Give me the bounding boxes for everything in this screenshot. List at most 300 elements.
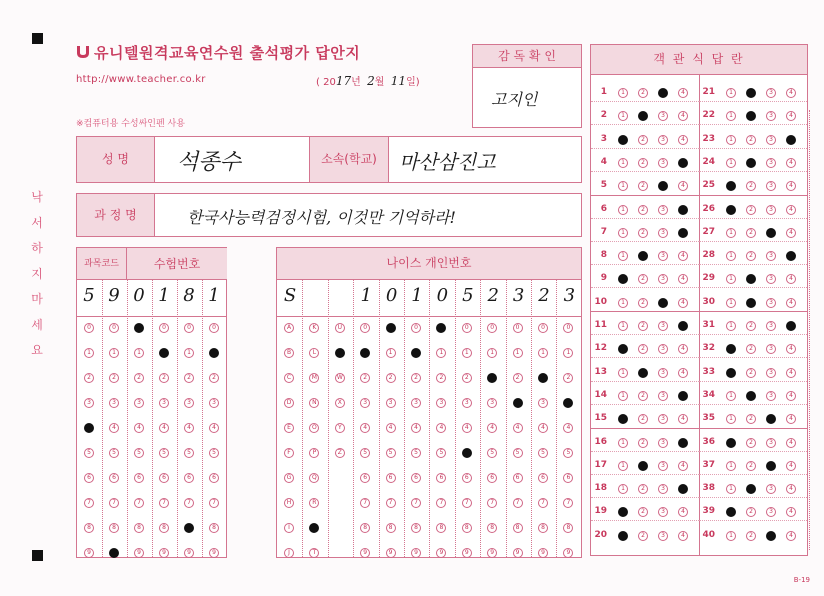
digit-bubble[interactable]: 7: [436, 498, 446, 508]
choice-bubble[interactable]: 1: [726, 111, 736, 121]
digit-bubble[interactable]: 0: [134, 323, 144, 333]
choice-bubble[interactable]: 2: [638, 135, 648, 145]
choice-bubble[interactable]: 3: [658, 438, 668, 448]
letter-bubble[interactable]: M: [309, 373, 319, 383]
choice-bubble[interactable]: 3: [766, 321, 776, 331]
digit-bubble[interactable]: 1: [134, 348, 144, 358]
choice-bubble[interactable]: 1: [618, 414, 628, 424]
digit-bubble[interactable]: 6: [360, 473, 370, 483]
choice-bubble[interactable]: 1: [726, 368, 736, 378]
choice-bubble[interactable]: 2: [746, 111, 756, 121]
choice-bubble[interactable]: 2: [638, 438, 648, 448]
choice-bubble[interactable]: 3: [658, 228, 668, 238]
digit-bubble[interactable]: 3: [462, 398, 472, 408]
choice-bubble[interactable]: 1: [726, 158, 736, 168]
digit-bubble[interactable]: 8: [386, 523, 396, 533]
choice-bubble[interactable]: 2: [638, 298, 648, 308]
choice-bubble[interactable]: 4: [678, 461, 688, 471]
choice-bubble[interactable]: 4: [786, 135, 796, 145]
choice-bubble[interactable]: 3: [766, 158, 776, 168]
choice-bubble[interactable]: 4: [786, 181, 796, 191]
choice-bubble[interactable]: 4: [678, 484, 688, 494]
digit-bubble[interactable]: 2: [411, 373, 421, 383]
choice-bubble[interactable]: 1: [618, 484, 628, 494]
choice-bubble[interactable]: 1: [726, 414, 736, 424]
choice-bubble[interactable]: 3: [658, 414, 668, 424]
letter-bubble[interactable]: C: [284, 373, 294, 383]
digit-bubble[interactable]: 2: [159, 373, 169, 383]
digit-bubble[interactable]: 7: [184, 498, 194, 508]
digit-bubble[interactable]: 6: [487, 473, 497, 483]
choice-bubble[interactable]: 3: [658, 205, 668, 215]
choice-bubble[interactable]: 1: [726, 438, 736, 448]
course-value[interactable]: 한국사능력검정시험, 이것만 기억하라!: [187, 208, 456, 227]
affiliation-value[interactable]: 마산삼진고: [399, 150, 496, 174]
choice-bubble[interactable]: 2: [638, 368, 648, 378]
choice-bubble[interactable]: 2: [638, 88, 648, 98]
digit-bubble[interactable]: 1: [563, 348, 573, 358]
choice-bubble[interactable]: 3: [658, 298, 668, 308]
choice-bubble[interactable]: 1: [726, 531, 736, 541]
digit-bubble[interactable]: 6: [513, 473, 523, 483]
digit-bubble[interactable]: 9: [411, 548, 421, 558]
digit-bubble[interactable]: 5: [436, 448, 446, 458]
digit-bubble[interactable]: 9: [513, 548, 523, 558]
choice-bubble[interactable]: 3: [658, 461, 668, 471]
letter-bubble[interactable]: I: [284, 523, 294, 533]
digit-bubble[interactable]: 0: [563, 323, 573, 333]
choice-bubble[interactable]: 2: [638, 274, 648, 284]
choice-bubble[interactable]: 4: [678, 391, 688, 401]
choice-bubble[interactable]: 1: [726, 298, 736, 308]
choice-bubble[interactable]: 1: [618, 531, 628, 541]
choice-bubble[interactable]: 1: [618, 344, 628, 354]
choice-bubble[interactable]: 2: [746, 391, 756, 401]
choice-bubble[interactable]: 2: [746, 298, 756, 308]
digit-bubble[interactable]: 4: [411, 423, 421, 433]
digit-bubble[interactable]: 7: [487, 498, 497, 508]
digit-bubble[interactable]: 2: [386, 373, 396, 383]
choice-bubble[interactable]: 1: [618, 368, 628, 378]
choice-bubble[interactable]: 1: [618, 461, 628, 471]
choice-bubble[interactable]: 2: [746, 507, 756, 517]
choice-bubble[interactable]: 1: [726, 135, 736, 145]
letter-bubble[interactable]: J: [284, 548, 294, 558]
digit-bubble[interactable]: 0: [84, 323, 94, 333]
digit-bubble[interactable]: 3: [84, 398, 94, 408]
digit-bubble[interactable]: 9: [386, 548, 396, 558]
choice-bubble[interactable]: 1: [618, 158, 628, 168]
choice-bubble[interactable]: 4: [786, 368, 796, 378]
choice-bubble[interactable]: 3: [766, 414, 776, 424]
digit-bubble[interactable]: 6: [462, 473, 472, 483]
digit-bubble[interactable]: 3: [159, 398, 169, 408]
choice-bubble[interactable]: 1: [726, 205, 736, 215]
letter-bubble[interactable]: H: [284, 498, 294, 508]
digit-bubble[interactable]: 6: [134, 473, 144, 483]
digit-bubble[interactable]: 5: [487, 448, 497, 458]
choice-bubble[interactable]: 3: [766, 135, 776, 145]
letter-bubble[interactable]: S: [309, 523, 319, 533]
choice-bubble[interactable]: 4: [678, 88, 688, 98]
choice-bubble[interactable]: 2: [746, 344, 756, 354]
choice-bubble[interactable]: 3: [766, 205, 776, 215]
digit-bubble[interactable]: 7: [462, 498, 472, 508]
digit-bubble[interactable]: 9: [563, 548, 573, 558]
digit-bubble[interactable]: 4: [462, 423, 472, 433]
choice-bubble[interactable]: 1: [618, 321, 628, 331]
digit-bubble[interactable]: 4: [109, 423, 119, 433]
choice-bubble[interactable]: 4: [786, 461, 796, 471]
digit-bubble[interactable]: 1: [462, 348, 472, 358]
digit-bubble[interactable]: 6: [209, 473, 219, 483]
digit-bubble[interactable]: 2: [109, 373, 119, 383]
letter-bubble[interactable]: B: [284, 348, 294, 358]
digit-bubble[interactable]: 8: [209, 523, 219, 533]
choice-bubble[interactable]: 4: [786, 205, 796, 215]
digit-bubble[interactable]: 5: [360, 448, 370, 458]
digit-bubble[interactable]: 0: [386, 323, 396, 333]
digit-bubble[interactable]: 8: [513, 523, 523, 533]
choice-bubble[interactable]: 4: [678, 251, 688, 261]
choice-bubble[interactable]: 4: [786, 321, 796, 331]
digit-bubble[interactable]: 7: [84, 498, 94, 508]
choice-bubble[interactable]: 1: [618, 274, 628, 284]
digit-bubble[interactable]: 4: [563, 423, 573, 433]
digit-bubble[interactable]: 8: [462, 523, 472, 533]
digit-bubble[interactable]: 2: [209, 373, 219, 383]
choice-bubble[interactable]: 3: [766, 274, 776, 284]
letter-bubble[interactable]: Q: [309, 473, 319, 483]
digit-bubble[interactable]: 1: [386, 348, 396, 358]
choice-bubble[interactable]: 4: [678, 507, 688, 517]
digit-bubble[interactable]: 2: [513, 373, 523, 383]
digit-bubble[interactable]: 0: [487, 323, 497, 333]
digit-bubble[interactable]: 3: [563, 398, 573, 408]
digit-bubble[interactable]: 8: [184, 523, 194, 533]
digit-bubble[interactable]: 0: [411, 323, 421, 333]
letter-bubble[interactable]: O: [309, 423, 319, 433]
digit-bubble[interactable]: 2: [487, 373, 497, 383]
choice-bubble[interactable]: 3: [766, 507, 776, 517]
digit-bubble[interactable]: 3: [513, 398, 523, 408]
digit-bubble[interactable]: 6: [436, 473, 446, 483]
digit-bubble[interactable]: 3: [360, 398, 370, 408]
choice-bubble[interactable]: 3: [658, 484, 668, 494]
choice-bubble[interactable]: 3: [766, 461, 776, 471]
choice-bubble[interactable]: 4: [678, 531, 688, 541]
choice-bubble[interactable]: 2: [746, 158, 756, 168]
choice-bubble[interactable]: 4: [678, 414, 688, 424]
digit-bubble[interactable]: 5: [209, 448, 219, 458]
digit-bubble[interactable]: 5: [159, 448, 169, 458]
choice-bubble[interactable]: 4: [786, 344, 796, 354]
choice-bubble[interactable]: 2: [638, 531, 648, 541]
digit-bubble[interactable]: 7: [109, 498, 119, 508]
choice-bubble[interactable]: 4: [678, 298, 688, 308]
choice-bubble[interactable]: 1: [726, 274, 736, 284]
choice-bubble[interactable]: 1: [618, 298, 628, 308]
choice-bubble[interactable]: 3: [658, 507, 668, 517]
choice-bubble[interactable]: 2: [746, 438, 756, 448]
digit-bubble[interactable]: 9: [538, 548, 548, 558]
digit-bubble[interactable]: 0: [436, 323, 446, 333]
digit-bubble[interactable]: 1: [209, 348, 219, 358]
digit-bubble[interactable]: 8: [109, 523, 119, 533]
digit-bubble[interactable]: 3: [184, 398, 194, 408]
digit-bubble[interactable]: 7: [513, 498, 523, 508]
choice-bubble[interactable]: 3: [766, 228, 776, 238]
digit-bubble[interactable]: 5: [462, 448, 472, 458]
choice-bubble[interactable]: 1: [726, 391, 736, 401]
choice-bubble[interactable]: 2: [638, 484, 648, 494]
choice-bubble[interactable]: 2: [638, 251, 648, 261]
choice-bubble[interactable]: 2: [638, 111, 648, 121]
digit-bubble[interactable]: 2: [538, 373, 548, 383]
digit-bubble[interactable]: 9: [462, 548, 472, 558]
choice-bubble[interactable]: 3: [766, 484, 776, 494]
digit-bubble[interactable]: 6: [84, 473, 94, 483]
digit-bubble[interactable]: 9: [134, 548, 144, 558]
letter-bubble[interactable]: G: [284, 473, 294, 483]
choice-bubble[interactable]: 3: [766, 344, 776, 354]
choice-bubble[interactable]: 4: [786, 251, 796, 261]
choice-bubble[interactable]: 1: [618, 438, 628, 448]
digit-bubble[interactable]: 4: [436, 423, 446, 433]
digit-bubble[interactable]: 6: [184, 473, 194, 483]
digit-bubble[interactable]: 4: [134, 423, 144, 433]
digit-bubble[interactable]: 5: [513, 448, 523, 458]
choice-bubble[interactable]: 2: [746, 228, 756, 238]
digit-bubble[interactable]: 0: [462, 323, 472, 333]
choice-bubble[interactable]: 4: [786, 507, 796, 517]
choice-bubble[interactable]: 1: [618, 181, 628, 191]
choice-bubble[interactable]: 4: [786, 111, 796, 121]
digit-bubble[interactable]: 7: [360, 498, 370, 508]
choice-bubble[interactable]: 1: [618, 391, 628, 401]
digit-bubble[interactable]: 4: [184, 423, 194, 433]
digit-bubble[interactable]: 6: [538, 473, 548, 483]
choice-bubble[interactable]: 1: [618, 88, 628, 98]
choice-bubble[interactable]: 1: [618, 205, 628, 215]
digit-bubble[interactable]: 8: [563, 523, 573, 533]
choice-bubble[interactable]: 3: [766, 111, 776, 121]
digit-bubble[interactable]: 0: [513, 323, 523, 333]
digit-bubble[interactable]: 7: [411, 498, 421, 508]
choice-bubble[interactable]: 2: [638, 414, 648, 424]
choice-bubble[interactable]: 3: [658, 111, 668, 121]
choice-bubble[interactable]: 2: [638, 344, 648, 354]
choice-bubble[interactable]: 2: [746, 414, 756, 424]
letter-bubble[interactable]: E: [284, 423, 294, 433]
digit-bubble[interactable]: 5: [538, 448, 548, 458]
digit-bubble[interactable]: 0: [184, 323, 194, 333]
digit-bubble[interactable]: 0: [209, 323, 219, 333]
digit-bubble[interactable]: 2: [184, 373, 194, 383]
letter-bubble[interactable]: Z: [335, 448, 345, 458]
choice-bubble[interactable]: 4: [678, 205, 688, 215]
digit-bubble[interactable]: 2: [84, 373, 94, 383]
digit-bubble[interactable]: 8: [360, 523, 370, 533]
digit-bubble[interactable]: 9: [159, 548, 169, 558]
digit-bubble[interactable]: 3: [411, 398, 421, 408]
choice-bubble[interactable]: 1: [726, 484, 736, 494]
choice-bubble[interactable]: 3: [766, 368, 776, 378]
digit-bubble[interactable]: 7: [209, 498, 219, 508]
choice-bubble[interactable]: 4: [786, 438, 796, 448]
digit-bubble[interactable]: 4: [360, 423, 370, 433]
choice-bubble[interactable]: 1: [618, 135, 628, 145]
digit-bubble[interactable]: 2: [462, 373, 472, 383]
choice-bubble[interactable]: 4: [678, 274, 688, 284]
choice-bubble[interactable]: 4: [678, 321, 688, 331]
letter-bubble[interactable]: K: [309, 323, 319, 333]
choice-bubble[interactable]: 3: [658, 368, 668, 378]
choice-bubble[interactable]: 2: [746, 181, 756, 191]
digit-bubble[interactable]: 1: [84, 348, 94, 358]
digit-bubble[interactable]: 6: [109, 473, 119, 483]
choice-bubble[interactable]: 1: [726, 88, 736, 98]
digit-bubble[interactable]: 1: [159, 348, 169, 358]
digit-bubble[interactable]: 5: [184, 448, 194, 458]
choice-bubble[interactable]: 3: [766, 88, 776, 98]
digit-bubble[interactable]: 1: [109, 348, 119, 358]
choice-bubble[interactable]: 1: [726, 181, 736, 191]
digit-bubble[interactable]: 5: [134, 448, 144, 458]
choice-bubble[interactable]: 3: [658, 531, 668, 541]
digit-bubble[interactable]: 8: [159, 523, 169, 533]
choice-bubble[interactable]: 3: [766, 531, 776, 541]
choice-bubble[interactable]: 2: [746, 484, 756, 494]
choice-bubble[interactable]: 1: [618, 251, 628, 261]
choice-bubble[interactable]: 3: [658, 391, 668, 401]
choice-bubble[interactable]: 4: [786, 484, 796, 494]
choice-bubble[interactable]: 1: [726, 461, 736, 471]
choice-bubble[interactable]: 4: [678, 344, 688, 354]
digit-bubble[interactable]: 6: [411, 473, 421, 483]
digit-bubble[interactable]: 0: [159, 323, 169, 333]
choice-bubble[interactable]: 4: [678, 181, 688, 191]
letter-bubble[interactable]: F: [284, 448, 294, 458]
letter-bubble[interactable]: L: [309, 348, 319, 358]
choice-bubble[interactable]: 3: [766, 391, 776, 401]
choice-bubble[interactable]: 3: [766, 251, 776, 261]
choice-bubble[interactable]: 1: [726, 251, 736, 261]
choice-bubble[interactable]: 2: [746, 205, 756, 215]
choice-bubble[interactable]: 1: [618, 507, 628, 517]
letter-bubble[interactable]: V: [335, 348, 345, 358]
digit-bubble[interactable]: 1: [411, 348, 421, 358]
choice-bubble[interactable]: 2: [746, 274, 756, 284]
digit-bubble[interactable]: 6: [159, 473, 169, 483]
choice-bubble[interactable]: 2: [746, 135, 756, 145]
digit-bubble[interactable]: 1: [360, 348, 370, 358]
digit-bubble[interactable]: 1: [436, 348, 446, 358]
choice-bubble[interactable]: 4: [786, 158, 796, 168]
choice-bubble[interactable]: 1: [726, 321, 736, 331]
digit-bubble[interactable]: 1: [538, 348, 548, 358]
choice-bubble[interactable]: 3: [658, 251, 668, 261]
digit-bubble[interactable]: 3: [109, 398, 119, 408]
letter-bubble[interactable]: W: [335, 373, 345, 383]
choice-bubble[interactable]: 4: [678, 135, 688, 145]
digit-bubble[interactable]: 0: [360, 323, 370, 333]
digit-bubble[interactable]: 4: [84, 423, 94, 433]
digit-bubble[interactable]: 4: [386, 423, 396, 433]
choice-bubble[interactable]: 2: [638, 321, 648, 331]
choice-bubble[interactable]: 4: [786, 414, 796, 424]
letter-bubble[interactable]: N: [309, 398, 319, 408]
choice-bubble[interactable]: 4: [786, 228, 796, 238]
digit-bubble[interactable]: 3: [386, 398, 396, 408]
choice-bubble[interactable]: 4: [786, 531, 796, 541]
choice-bubble[interactable]: 3: [658, 321, 668, 331]
choice-bubble[interactable]: 4: [678, 438, 688, 448]
choice-bubble[interactable]: 3: [766, 181, 776, 191]
choice-bubble[interactable]: 3: [766, 438, 776, 448]
digit-bubble[interactable]: 8: [487, 523, 497, 533]
choice-bubble[interactable]: 2: [746, 321, 756, 331]
choice-bubble[interactable]: 2: [638, 507, 648, 517]
digit-bubble[interactable]: 2: [436, 373, 446, 383]
choice-bubble[interactable]: 4: [786, 88, 796, 98]
letter-bubble[interactable]: U: [335, 323, 345, 333]
letter-bubble[interactable]: Y: [335, 423, 345, 433]
digit-bubble[interactable]: 2: [563, 373, 573, 383]
letter-bubble[interactable]: T: [309, 548, 319, 558]
choice-bubble[interactable]: 2: [746, 461, 756, 471]
digit-bubble[interactable]: 6: [563, 473, 573, 483]
digit-bubble[interactable]: 3: [538, 398, 548, 408]
digit-bubble[interactable]: 8: [436, 523, 446, 533]
digit-bubble[interactable]: 0: [109, 323, 119, 333]
digit-bubble[interactable]: 5: [411, 448, 421, 458]
choice-bubble[interactable]: 2: [746, 251, 756, 261]
choice-bubble[interactable]: 1: [726, 507, 736, 517]
digit-bubble[interactable]: 8: [538, 523, 548, 533]
name-value[interactable]: 석종수: [177, 150, 241, 175]
digit-bubble[interactable]: 3: [134, 398, 144, 408]
digit-bubble[interactable]: 7: [159, 498, 169, 508]
digit-bubble[interactable]: 3: [487, 398, 497, 408]
choice-bubble[interactable]: 3: [658, 181, 668, 191]
choice-bubble[interactable]: 2: [746, 88, 756, 98]
digit-bubble[interactable]: 0: [538, 323, 548, 333]
digit-bubble[interactable]: 7: [538, 498, 548, 508]
choice-bubble[interactable]: 2: [638, 461, 648, 471]
letter-bubble[interactable]: P: [309, 448, 319, 458]
letter-bubble[interactable]: D: [284, 398, 294, 408]
digit-bubble[interactable]: 7: [563, 498, 573, 508]
choice-bubble[interactable]: 2: [638, 391, 648, 401]
letter-bubble[interactable]: A: [284, 323, 294, 333]
digit-bubble[interactable]: 1: [513, 348, 523, 358]
digit-bubble[interactable]: 4: [209, 423, 219, 433]
digit-bubble[interactable]: 4: [487, 423, 497, 433]
choice-bubble[interactable]: 1: [726, 344, 736, 354]
choice-bubble[interactable]: 4: [786, 274, 796, 284]
choice-bubble[interactable]: 1: [618, 228, 628, 238]
digit-bubble[interactable]: 8: [411, 523, 421, 533]
digit-bubble[interactable]: 7: [134, 498, 144, 508]
digit-bubble[interactable]: 9: [360, 548, 370, 558]
digit-bubble[interactable]: 9: [109, 548, 119, 558]
digit-bubble[interactable]: 5: [386, 448, 396, 458]
choice-bubble[interactable]: 4: [678, 111, 688, 121]
digit-bubble[interactable]: 9: [487, 548, 497, 558]
choice-bubble[interactable]: 3: [658, 274, 668, 284]
letter-bubble[interactable]: R: [309, 498, 319, 508]
